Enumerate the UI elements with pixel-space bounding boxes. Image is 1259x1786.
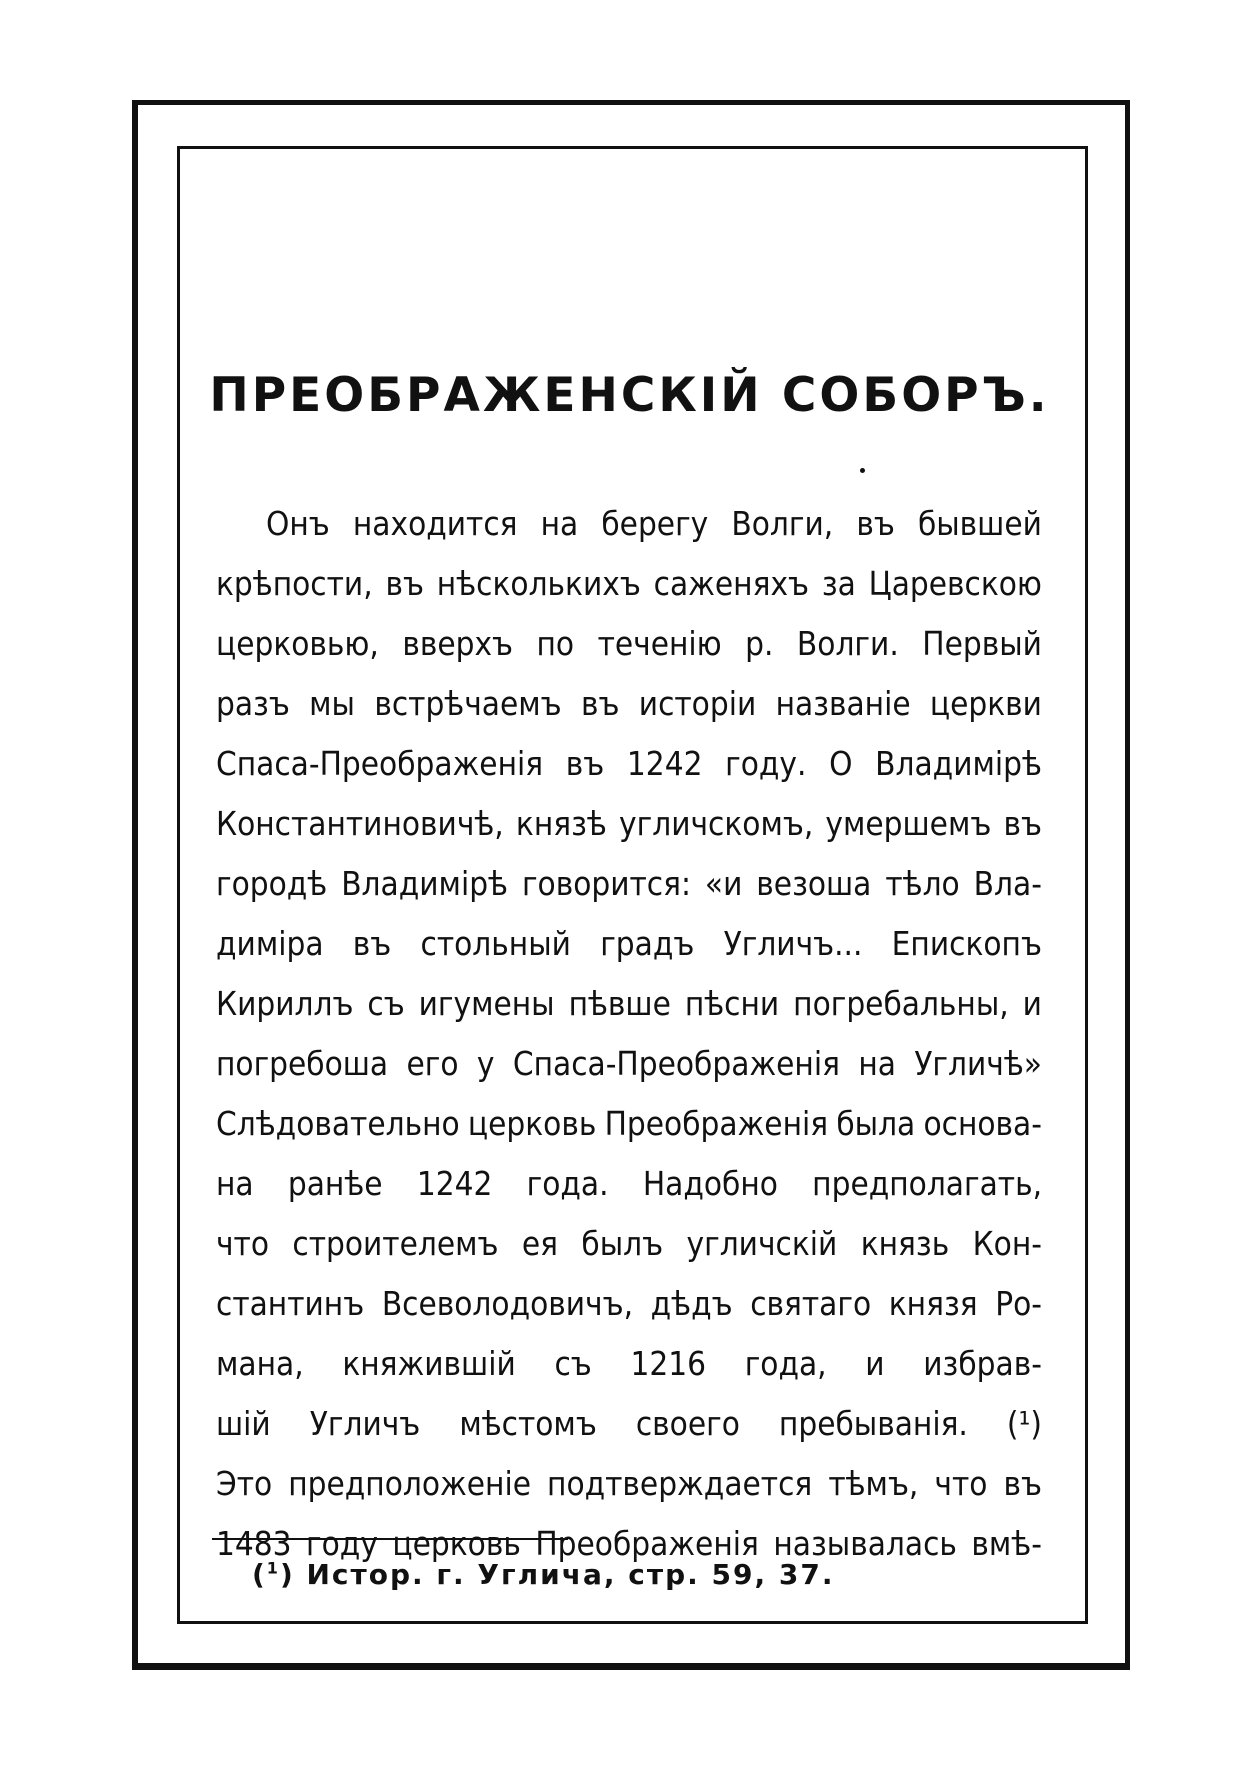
word: въ: [352, 924, 392, 963]
word: въ: [580, 684, 620, 723]
text-line: [216, 1034, 1042, 1094]
word: ея: [521, 1224, 559, 1263]
word: что: [934, 1464, 988, 1503]
word: исторіи: [638, 684, 757, 723]
word: угличскій: [686, 1224, 838, 1263]
text-line: [216, 554, 1042, 614]
word: предполагать,: [812, 1164, 1042, 1203]
word: Кон-: [972, 1224, 1042, 1263]
text-line: [216, 1214, 1042, 1274]
word: тѣло: [885, 864, 960, 903]
text-line: [216, 854, 1042, 914]
word: Спаса-Преображенія: [512, 1044, 840, 1083]
word: съ: [367, 984, 405, 1023]
word: дѣдъ: [650, 1284, 733, 1323]
word: саженяхъ: [653, 564, 809, 603]
word: Владимірѣ: [341, 864, 508, 903]
word: предположеніе: [288, 1464, 531, 1503]
word: князѣ: [515, 804, 607, 843]
text-line: [216, 1454, 1042, 1514]
text-line: [216, 794, 1042, 854]
word: Угличъ: [309, 1404, 421, 1443]
word: Волги.: [796, 624, 899, 663]
word: встрѣчаемъ: [374, 684, 562, 723]
word: подтверждается: [547, 1464, 813, 1503]
word: шій: [216, 1404, 271, 1443]
word: находится: [352, 504, 518, 543]
word: за: [821, 564, 856, 603]
text-line: [216, 494, 1042, 554]
word: по: [536, 624, 575, 663]
word: въ: [385, 564, 424, 603]
word: крѣпости,: [216, 564, 373, 603]
text-line: [216, 674, 1042, 734]
text-line: [216, 1094, 1042, 1154]
footnote-divider: [212, 1538, 568, 1540]
word: 1242: [416, 1164, 493, 1203]
word: называлась: [773, 1524, 957, 1563]
footnote-text: Истор. г. Углича, стр. 59, 37.: [306, 1558, 835, 1591]
word: везоша: [756, 864, 872, 903]
word: на: [540, 504, 579, 543]
word: стольный: [420, 924, 571, 963]
text-line: [216, 974, 1042, 1034]
word: былъ: [581, 1224, 664, 1263]
word: умершемъ: [825, 804, 992, 843]
word: княжившій: [342, 1344, 516, 1383]
word: пребыванія.: [778, 1404, 968, 1443]
word: Угличѣ»: [914, 1044, 1042, 1083]
word: князя: [888, 1284, 978, 1323]
word: Угличъ...: [723, 924, 863, 963]
word: года.: [526, 1164, 609, 1203]
text-line: [216, 1334, 1042, 1394]
word: мана,: [216, 1344, 304, 1383]
word: его: [406, 1044, 459, 1083]
word: разъ: [216, 684, 290, 723]
word: на: [858, 1044, 896, 1083]
word: нѣсколькихъ: [436, 564, 641, 603]
word: церковь: [392, 1524, 521, 1563]
word: Владимірѣ: [875, 744, 1042, 783]
ink-speck: [860, 468, 865, 473]
word: что: [216, 1224, 269, 1263]
word: Волги,: [731, 504, 834, 543]
word: Вла-: [973, 864, 1042, 903]
word: церкви: [929, 684, 1042, 723]
word: тѣмъ,: [828, 1464, 919, 1503]
word: основа-: [923, 1104, 1042, 1143]
word: Преображенія: [535, 1524, 759, 1563]
text-line: [216, 1274, 1042, 1334]
word: Епископъ: [891, 924, 1042, 963]
word: бывшей: [917, 504, 1042, 543]
word: мѣстомъ: [459, 1404, 597, 1443]
word: избрав-: [923, 1344, 1042, 1383]
word: р.: [745, 624, 774, 663]
word: была: [836, 1104, 916, 1143]
word: Всеволодовичъ,: [381, 1284, 634, 1323]
word: градъ: [600, 924, 695, 963]
word: Первый: [922, 624, 1042, 663]
word: на: [216, 1164, 254, 1203]
word: Царевскою: [868, 564, 1042, 603]
word: Это: [216, 1464, 273, 1503]
word: стантинъ: [216, 1284, 365, 1323]
word: въ: [1003, 1464, 1042, 1503]
word: ранѣе: [287, 1164, 383, 1203]
word: въ: [856, 504, 895, 543]
text-line: [216, 614, 1042, 674]
word: мы: [309, 684, 355, 723]
word: Надобно: [642, 1164, 778, 1203]
word: 1216: [630, 1344, 706, 1383]
word: въ: [1003, 804, 1042, 843]
text-line: [216, 1394, 1042, 1454]
word: у: [476, 1044, 495, 1083]
word: году: [306, 1524, 378, 1563]
word: святаго: [750, 1284, 872, 1323]
word: игумены: [418, 984, 555, 1023]
word: 1483: [216, 1524, 292, 1563]
word: названіе: [775, 684, 911, 723]
footnote-marker: 1: [266, 1558, 280, 1578]
word: строителемъ: [292, 1224, 499, 1263]
word: Преображенія: [604, 1104, 829, 1143]
word: церковью,: [216, 624, 379, 663]
text-line: [216, 1154, 1042, 1214]
word: диміра: [216, 924, 324, 963]
page-title: ПРЕОБРАЖЕНСКІЙ СОБОРЪ.: [209, 368, 1050, 423]
word: (¹): [1006, 1404, 1042, 1443]
word: вверхъ: [402, 624, 514, 663]
word: и: [865, 1344, 885, 1383]
word: 1242: [626, 744, 703, 783]
word: «и: [704, 864, 743, 903]
word: городѣ: [216, 864, 328, 903]
footnote: ($^1$) Истор. г. Углича, стр. 59, 37.: [252, 1558, 835, 1591]
word: О: [829, 744, 853, 783]
word: съ: [554, 1344, 592, 1383]
word: берегу: [601, 504, 709, 543]
body-paragraph: [216, 494, 1042, 1574]
word: года,: [744, 1344, 827, 1383]
word: князь: [860, 1224, 950, 1263]
word: въ: [565, 744, 605, 783]
word: Кириллъ: [216, 984, 354, 1023]
word: пѣвше: [568, 984, 671, 1023]
word: угличскомъ,: [619, 804, 814, 843]
word: погребоша: [216, 1044, 389, 1083]
word: своего: [635, 1404, 740, 1443]
word: Онъ: [266, 504, 330, 543]
word: Ро-: [995, 1284, 1042, 1323]
word: пѣсни: [684, 984, 780, 1023]
word: Слѣдовательно: [216, 1104, 460, 1143]
word: Спаса-Преображенія: [216, 744, 544, 783]
text-line: [216, 734, 1042, 794]
word: году.: [725, 744, 807, 783]
word: церковь: [467, 1104, 597, 1143]
word: Константиновичѣ,: [216, 804, 504, 843]
text-line: [216, 914, 1042, 974]
word: говорится:: [521, 864, 691, 903]
word: теченію: [597, 624, 722, 663]
word: вмѣ-: [971, 1524, 1042, 1563]
word: и: [1022, 984, 1042, 1023]
word: погребальны,: [793, 984, 1009, 1023]
